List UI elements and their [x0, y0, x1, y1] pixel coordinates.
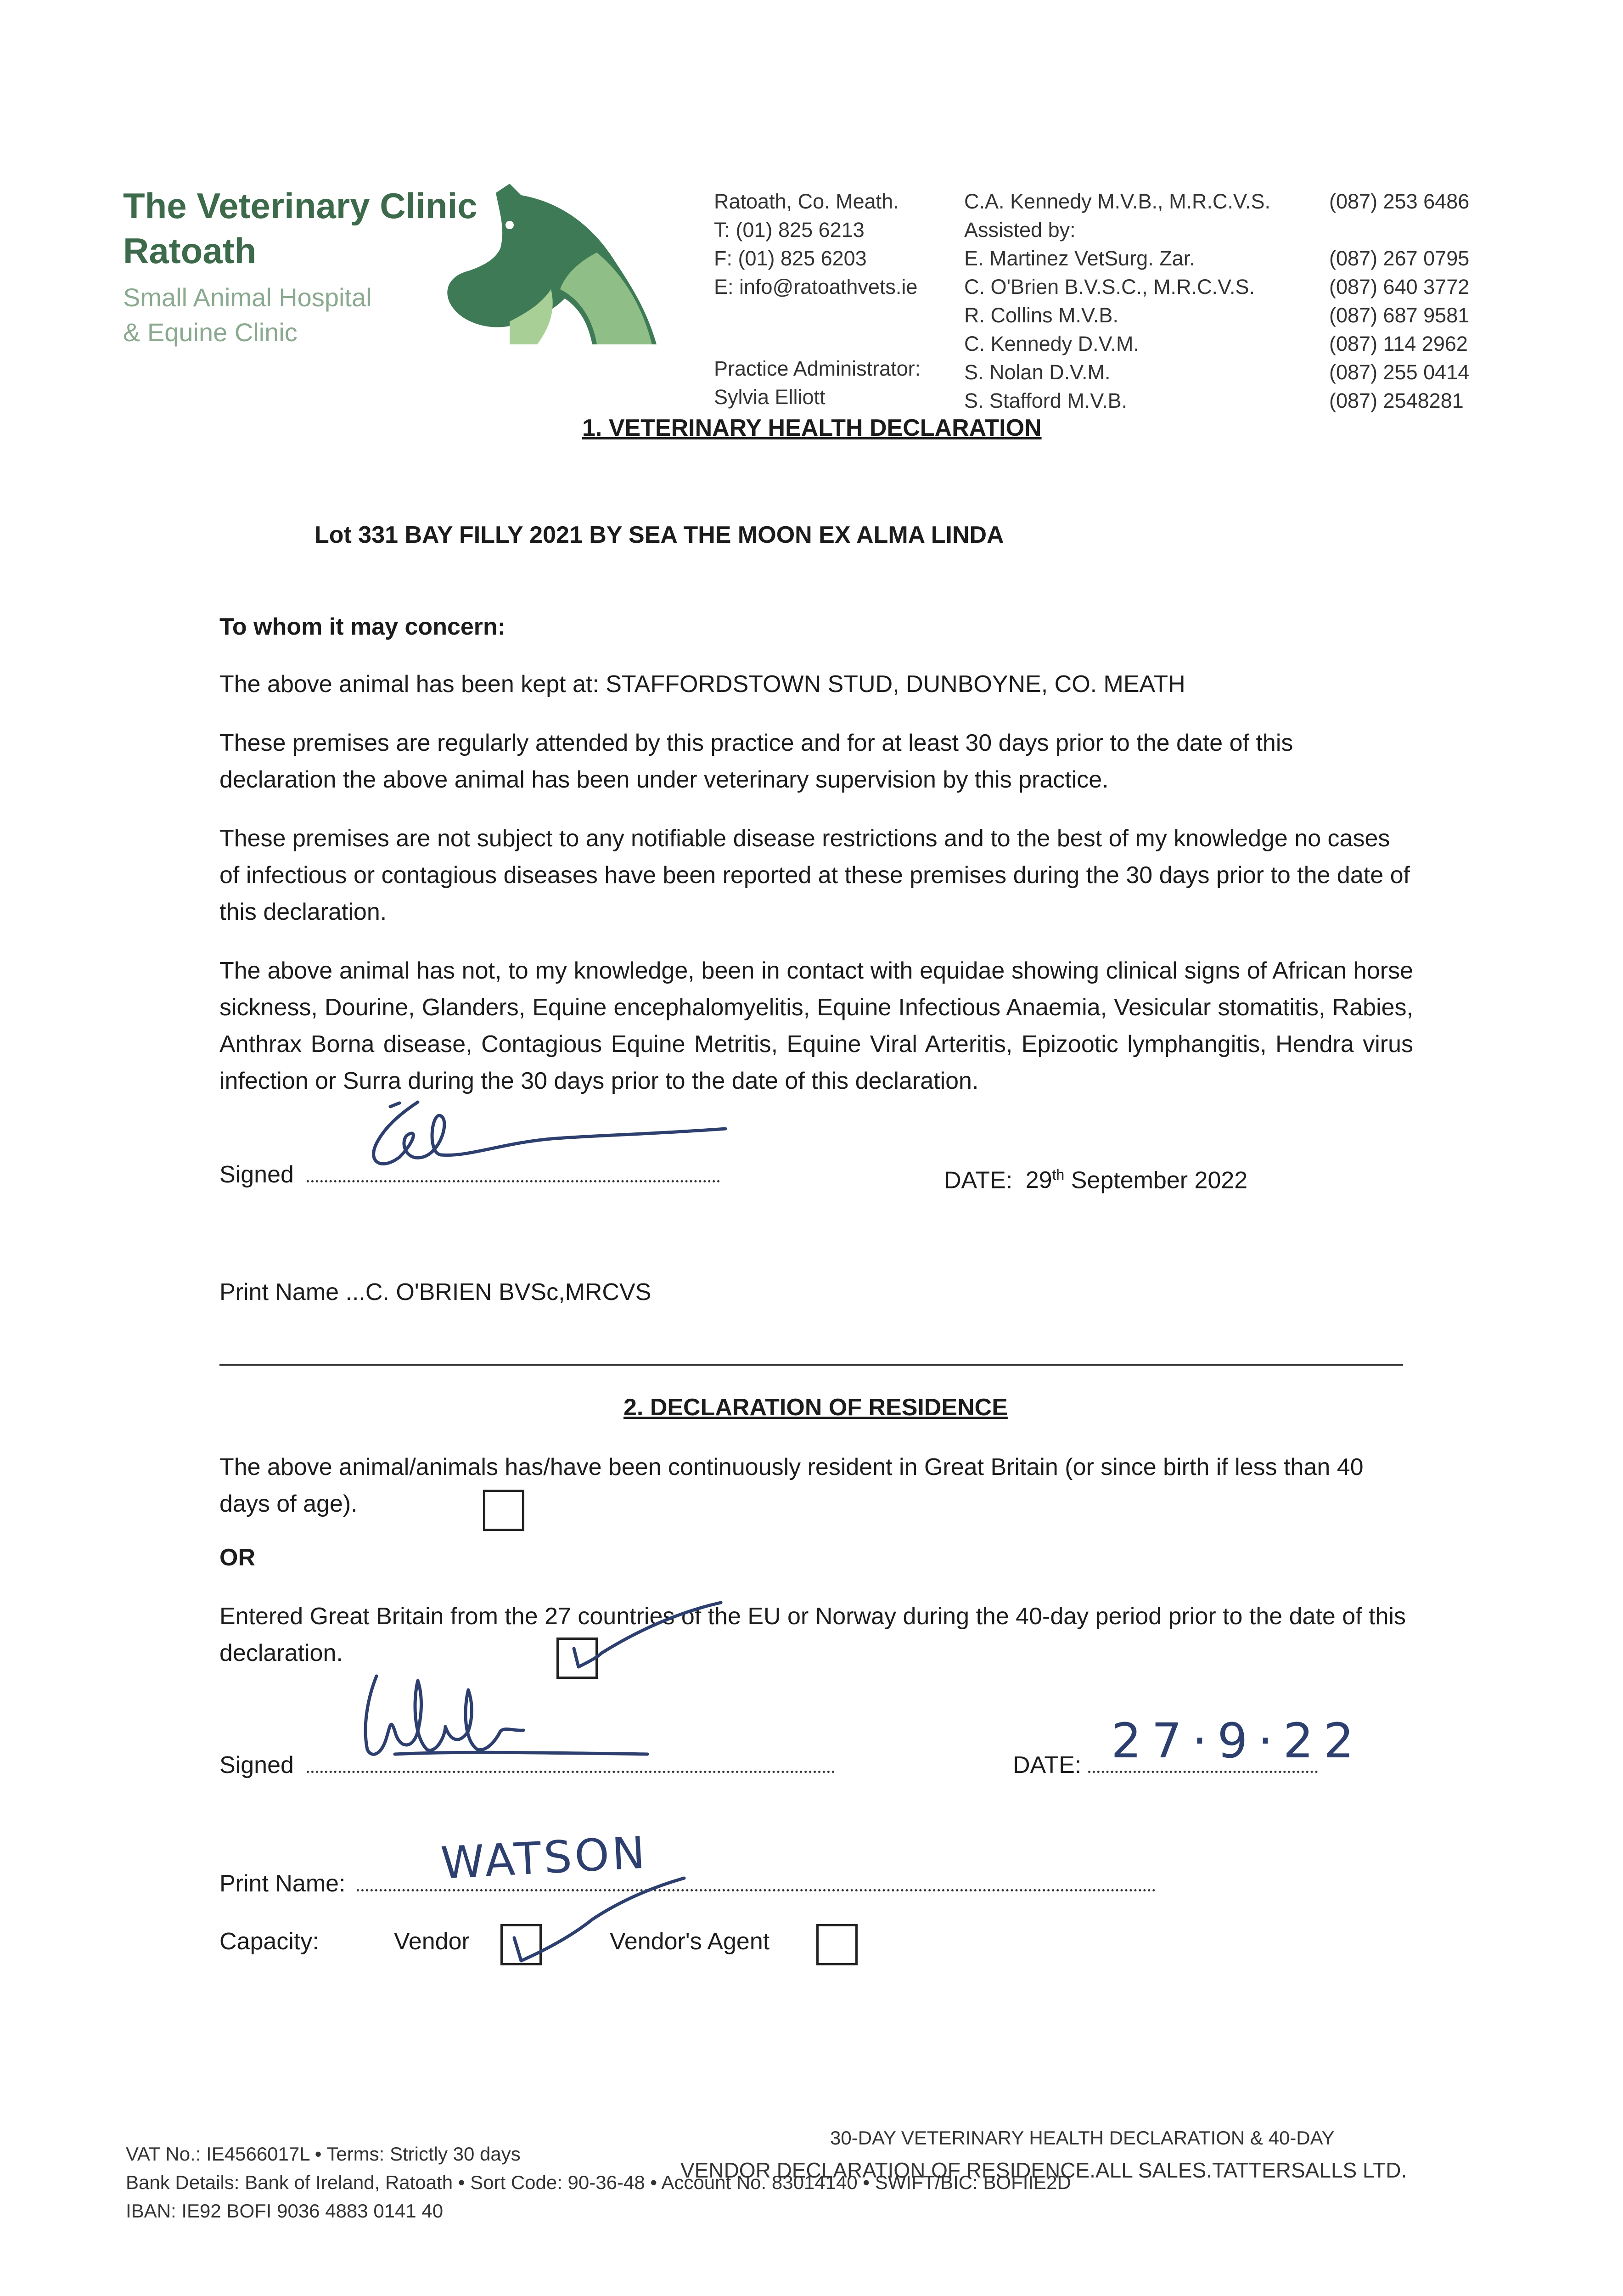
- vet-print-name: Print Name ...C. O'BRIEN BVSc,MRCVS: [219, 1279, 651, 1306]
- iban: IBAN: IE92 BOFI 9036 4883 0141 40: [126, 2200, 444, 2222]
- contact-paragraph: The above animal has not, to my knowledge, been in contact with equidae showing clinical signs of African horse sickness, Dourine, Glanders, Equine encephalomyelitis, Equine Infectious Anaemia, Vesicular stomatitis, Rabies, Anthrax Borna disease, Contagious Equine Metritis, Equine Viral Arteritis, Epizootic lymphangitis, Hendra virus infection or Surra during the 30 days prior to the date of this declaration.: [219, 957, 1413, 1094]
- kept-at-statement: The above animal has been kept at: STAFFORDSTOWN STUD, DUNBOYNE, CO. MEATH: [219, 671, 1185, 698]
- section2-title: 2. DECLARATION OF RESIDENCE: [623, 1394, 1008, 1421]
- bank-details: Bank Details: Bank of Ireland, Ratoath • Sort Code: 90-36-48 • Account No. 83014140 • SWIFT/BIC: BOFIIE2D: [126, 2172, 1071, 2193]
- vet-name: E. Martinez VetSurg. Zar.: [964, 247, 1195, 270]
- agent-checkbox[interactable]: [816, 1924, 858, 1965]
- lot-description: Lot 331 BAY FILLY 2021 BY SEA THE MOON EX ALMA LINDA: [314, 522, 1004, 548]
- vets-phone-list: [1329, 187, 1469, 415]
- date-line: [1088, 1769, 1318, 1773]
- vendor-signature: [349, 1662, 661, 1768]
- section1-title: 1. VETERINARY HEALTH DECLARATION: [582, 415, 1042, 441]
- vet-date: [944, 1156, 1247, 1199]
- date-day: 29: [1025, 1167, 1052, 1194]
- vets-list: [964, 187, 1270, 415]
- clinic-subtitle-line1: Small Animal Hospital: [123, 283, 372, 312]
- salutation: To whom it may concern:: [219, 613, 506, 640]
- residence-option1: [219, 1449, 1413, 1522]
- agent-label: Vendor's Agent: [610, 1928, 770, 1955]
- date-label: DATE:: [1013, 1752, 1082, 1778]
- vet-signature: [349, 1093, 735, 1185]
- vet-phone: (087) 2548281: [1329, 389, 1464, 412]
- vet-name: C. O'Brien B.V.S.C., M.R.C.V.S.: [964, 275, 1255, 298]
- date-suffix: th: [1052, 1166, 1065, 1183]
- doc-title-line1: 30-DAY VETERINARY HEALTH DECLARATION & 40-DAY: [830, 2127, 1335, 2149]
- vet-name: C. Kennedy D.V.M.: [964, 332, 1140, 355]
- date-rest: September 2022: [1071, 1167, 1248, 1194]
- vet-name: Assisted by:: [964, 218, 1076, 242]
- supervision-paragraph: These premises are regularly attended by this practice and for at least 30 days prior to the date of this declaration the above animal has been under veterinary supervision by this practice.: [219, 730, 1293, 793]
- vet-name: S. Nolan D.V.M.: [964, 360, 1111, 384]
- signed-label: Signed: [219, 1161, 294, 1188]
- vet-name: R. Collins M.V.B.: [964, 304, 1118, 327]
- practice-admin-name: Sylvia Elliott: [714, 385, 826, 409]
- vet-phone: [1329, 216, 1469, 244]
- telephone: T: (01) 825 6213: [714, 218, 865, 242]
- email-link[interactable]: E: info@ratoathvets.ie: [714, 275, 918, 298]
- section-divider: [219, 1364, 1403, 1366]
- capacity-label: Capacity:: [219, 1928, 319, 1955]
- doc-title-line2: VENDOR DECLARATION OF RESIDENCE.ALL SALES.TATTERSALLS LTD.: [680, 2158, 1407, 2182]
- practice-admin-label: Practice Administrator:: [714, 357, 921, 380]
- horse-head-logo-icon: [441, 174, 670, 349]
- clinic-name-line1: The Veterinary Clinic: [123, 186, 477, 226]
- or-label: OR: [219, 1544, 255, 1571]
- vet-name: S. Stafford M.V.B.: [964, 389, 1128, 412]
- print-name-label: Print Name:: [219, 1870, 346, 1897]
- option2-text: Entered Great Britain from the 27 countries of the EU or Norway during the 40-day period prior to the date of this declaration.: [219, 1603, 1406, 1666]
- restrictions-paragraph: These premises are not subject to any notifiable disease restrictions and to the best of my knowledge no cases of infectious or contagious diseases have been reported at these premises during the 30 days prior to the date of this declaration.: [219, 825, 1410, 925]
- residence-option2: [219, 1598, 1413, 1671]
- signature-line: [307, 1769, 835, 1773]
- handwritten-name: WATSON: [439, 1827, 649, 1889]
- vet-phone: (087) 253 6486: [1329, 190, 1470, 213]
- option1-text: The above animal/animals has/have been continuously resident in Great Britain (or since birth if less than 40 days of age).: [219, 1454, 1364, 1517]
- signed-label: Signed: [219, 1752, 294, 1778]
- vet-phone: (087) 267 0795: [1329, 247, 1470, 270]
- print-name-line: [357, 1887, 1156, 1891]
- vet-phone: (087) 114 2962: [1329, 332, 1468, 355]
- vet-name: C.A. Kennedy M.V.B., M.R.C.V.S.: [964, 190, 1270, 213]
- clinic-name-line2: Ratoath: [123, 231, 257, 271]
- vet-phone: (087) 640 3772: [1329, 275, 1470, 298]
- letterhead: [0, 0, 1623, 413]
- handwritten-date: 27·9·22: [1111, 1713, 1364, 1769]
- vet-phone: (087) 255 0414: [1329, 360, 1470, 384]
- address-line: Ratoath, Co. Meath.: [714, 190, 899, 213]
- clinic-subtitle-line2: & Equine Clinic: [123, 318, 298, 347]
- date-label: DATE:: [944, 1167, 1013, 1194]
- vet-phone: (087) 687 9581: [1329, 304, 1470, 327]
- fax: F: (01) 825 6203: [714, 247, 867, 270]
- vat-terms: VAT No.: IE4566017L • Terms: Strictly 30 days: [126, 2143, 521, 2165]
- option1-checkbox[interactable]: [483, 1490, 524, 1531]
- vendor-label: Vendor: [394, 1928, 470, 1955]
